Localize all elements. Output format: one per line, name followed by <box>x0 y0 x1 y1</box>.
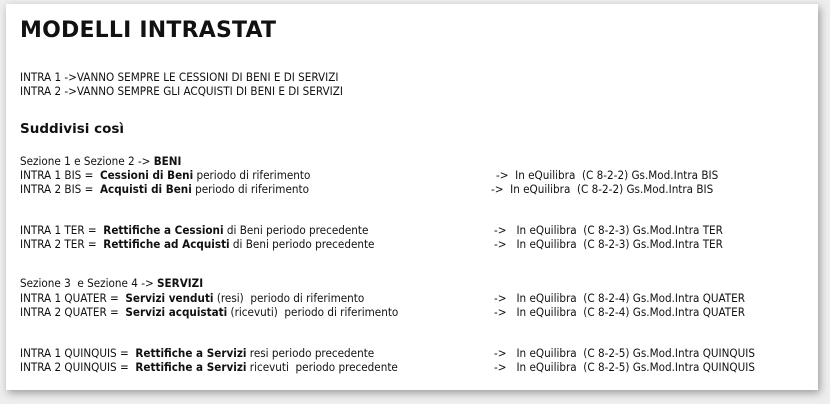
table-row <box>20 223 810 237</box>
row-target: -> In eQuilibra (C 8-2-4) Gs.Mod.Intra QUATER <box>494 291 745 305</box>
table-row <box>20 360 810 374</box>
page-title: MODELLI INTRASTAT <box>20 18 277 43</box>
row-label: INTRA 2 TER = Rettifiche ad Acquisti di Beni periodo precedente <box>20 237 375 251</box>
section-heading-beni <box>20 154 181 168</box>
row-target: -> In eQuilibra (C 8-2-3) Gs.Mod.Intra TER <box>494 237 723 251</box>
table-row <box>20 168 810 182</box>
row-target: -> In eQuilibra (C 8-2-5) Gs.Mod.Intra QUINQUIS <box>494 360 755 374</box>
section-subtitle: Suddivisi così <box>20 121 125 137</box>
section-heading-servizi <box>20 276 203 290</box>
row-label: INTRA 1 TER = Rettifiche a Cessioni di Beni periodo precedente <box>20 223 369 237</box>
intro-line-intra1: INTRA 1 ->VANNO SEMPRE LE CESSIONI DI BENI E DI SERVIZI <box>20 70 339 84</box>
document-page <box>6 4 818 390</box>
section-heading-beni-prefix: Sezione 1 e Sezione 2 -> <box>20 154 154 168</box>
row-label: INTRA 2 BIS = Acquisti di Beni periodo di riferimento <box>20 182 309 196</box>
intro-line-intra2: INTRA 2 ->VANNO SEMPRE GLI ACQUISTI DI BENI E DI SERVIZI <box>20 84 343 98</box>
row-target: -> In eQuilibra (C 8-2-3) Gs.Mod.Intra TER <box>494 223 723 237</box>
table-row <box>20 182 810 196</box>
row-label: INTRA 1 BIS = Cessioni di Beni periodo di riferimento <box>20 168 311 182</box>
row-label: INTRA 2 QUINQUIS = Rettifiche a Servizi ricevuti periodo precedente <box>20 360 398 374</box>
section-heading-servizi-prefix: Sezione 3 e Sezione 4 -> <box>20 276 158 290</box>
row-target: -> In eQuilibra (C 8-2-2) Gs.Mod.Intra BIS <box>491 182 714 196</box>
table-row <box>20 346 810 360</box>
row-target: -> In eQuilibra (C 8-2-5) Gs.Mod.Intra QUINQUIS <box>494 346 755 360</box>
section-heading-servizi-bold: SERVIZI <box>157 276 204 290</box>
row-label: INTRA 1 QUATER = Servizi venduti (resi) periodo di riferimento <box>20 291 365 305</box>
table-row <box>20 237 810 251</box>
row-label: INTRA 2 QUATER = Servizi acquistati (ricevuti) periodo di riferimento <box>20 305 399 319</box>
table-row <box>20 291 810 305</box>
row-label: INTRA 1 QUINQUIS = Rettifiche a Servizi resi periodo precedente <box>20 346 375 360</box>
row-target: -> In eQuilibra (C 8-2-2) Gs.Mod.Intra BIS <box>496 168 719 182</box>
section-heading-beni-bold: BENI <box>153 154 182 168</box>
row-target: -> In eQuilibra (C 8-2-4) Gs.Mod.Intra QUATER <box>494 305 745 319</box>
table-row <box>20 305 810 319</box>
